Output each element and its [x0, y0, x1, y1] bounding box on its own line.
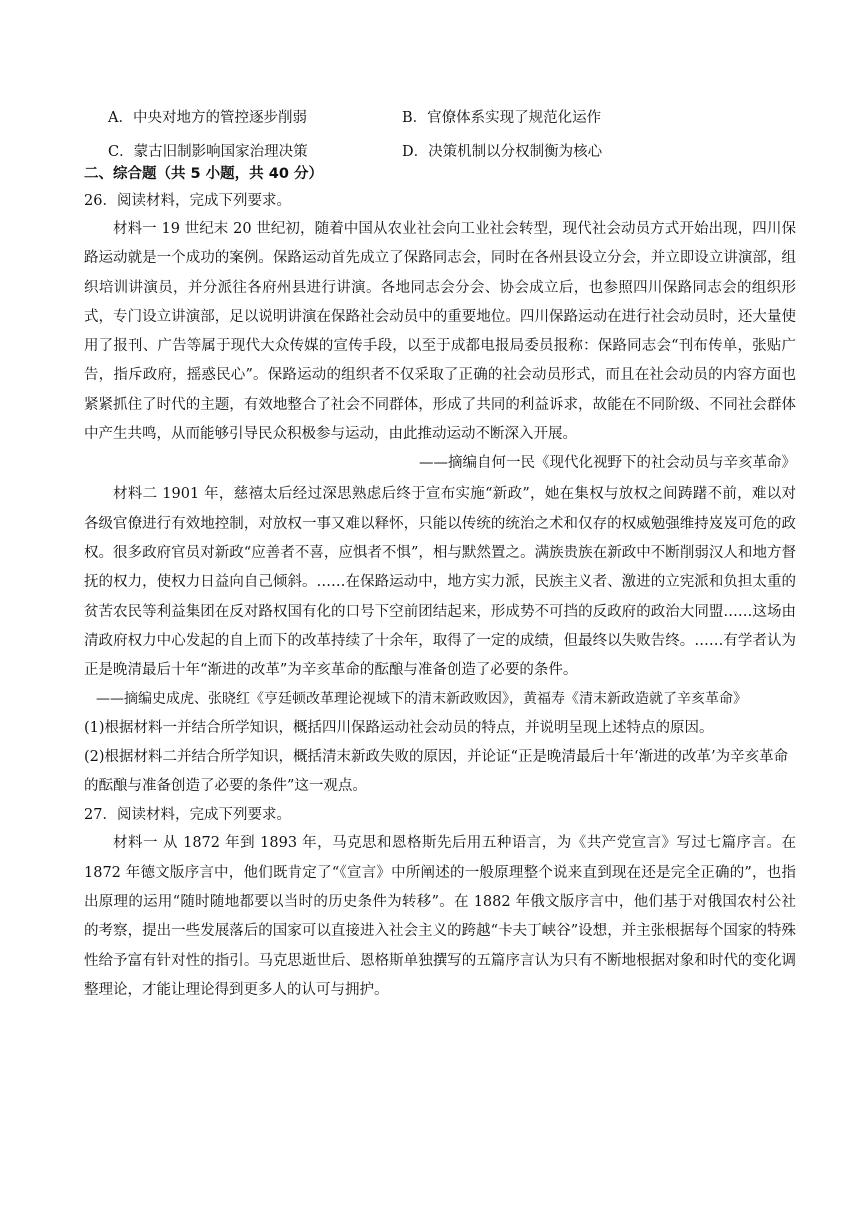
exam-page	[84, 108, 796, 1005]
question-26-material-1: 材料一 19 世纪末 20 世纪初，随着中国从农业社会向工业社会转型，现代社会动员方式开始出现，四川保路运动就是一个成功的案例。保路运动首先成立了保路同志会，同时在各州县设立分会，并立即设立讲演部，组织培训讲演员，并分派往各府州县进行讲演。各地同志会分会、协会成立后，也参照四川保路同志会的组织形式，专门设立讲演部，足以说明讲演在保路社会动员中的重要地位。四川保路运动在进行社会动员时，还大量使用了报刊、广告等属于现代大众传媒的宣传手段，以至于成都电报局委员报称：保路同志会“刊布传单，张贴广告，指斥政府，摇惑民心”。保路运动的组织者不仅采取了正确的社会动员形式，而且在社会动员的内容方面也紧紧抓住了时代的主题，有效地整合了社会不同群体，形成了共同的利益诉求，故能在不同阶级、不同社会群体中产生共鸣，从而能够引导民众积极参与运动，由此推动运动不断深入开展。	[84, 221, 796, 443]
section-title: 二、综合题（共 5 小题，共 40 分）	[84, 166, 323, 182]
question-26-ask-2: (2)根据材料二并结合所学知识，概括清末新政失败的原因，并论证“正是晚清最后十年‘渐进的改革’为辛亥革命的酝酿与准备创造了必要的条件”这一观点。	[84, 749, 789, 795]
question-26-ask-1: (1)根据材料一并结合所学知识，概括四川保路运动社会动员的特点，并说明呈现上述特点的原因。	[84, 720, 714, 737]
options-row-1	[84, 108, 796, 128]
options-row-2	[84, 142, 796, 162]
question-27-title: 27．阅读材料，完成下列要求。	[84, 807, 291, 824]
option-c: C．蒙古旧制影响国家治理决策	[108, 144, 308, 160]
option-a: A．中央对地方的管控逐步削弱	[108, 110, 307, 126]
question-26-title: 26．阅读材料，完成下列要求。	[84, 193, 291, 209]
option-b: B．官僚体系实现了规范化运作	[402, 110, 602, 126]
question-26-material-2-source: ——摘编史成虎、张晓红《亨廷顿改革理论视域下的清末新政败因》，黄福寿《清末新政造就了辛亥革命》	[96, 691, 747, 708]
option-d: D．决策机制以分权制衡为核心	[402, 144, 603, 160]
question-26-material-1-source: ——摘编自何一民《现代化视野下的社会动员与辛亥革命》	[419, 455, 796, 472]
question-27-material-1: 材料一 从 1872 年到 1893 年，马克思和恩格斯先后用五种语言，为《共产党宣言》写过七篇序言。在 1872 年德文版序言中，他们既肯定了“《宣言》中所阐述的一般原理整个说来直到现在还是完全正确的”，也指出原理的运用“随时随地都要以当时的历史条件为转移”。在 1882 年俄文版序言中，他们基于对俄国农村公社的考察，提出一些发展落后的国家可以直接进入社会主义的跨越“卡夫丁峡谷”设想，并主张根据每个国家的特殊性给予富有针对性的指引。马克思逝世后、恩格斯单独撰写的五篇序言认为只有不断地根据对象和时代的变化调整理论，才能让理论得到更多人的认可与拥护。	[84, 835, 796, 998]
question-26-material-2: 材料二 1901 年，慈禧太后经过深思熟虑后终于宣布实施“新政”，她在集权与放权之间踌躇不前，难以对各级官僚进行有效地控制，对放权一事又难以释怀，只能以传统的统治之术和仅存的权威勉强维持岌岌可危的政权。很多政府官员对新政“应善者不喜，应惧者不惧”，相与默然置之。满族贵族在新政中不断削弱汉人和地方督抚的权力，使权力日益向自己倾斜。……在保路运动中，地方实力派，民族主义者、激进的立宪派和负担太重的贫苦农民等利益集团在反对路权国有化的口号下空前团结起来，形成势不可挡的反政府的政治大同盟……这场由清政府权力中心发起的自上而下的改革持续了十余年，取得了一定的成绩，但最终以失败告终。……有学者认为正是晚清最后十年“渐进的改革”为辛亥革命的酝酿与准备创造了必要的条件。	[84, 486, 796, 679]
